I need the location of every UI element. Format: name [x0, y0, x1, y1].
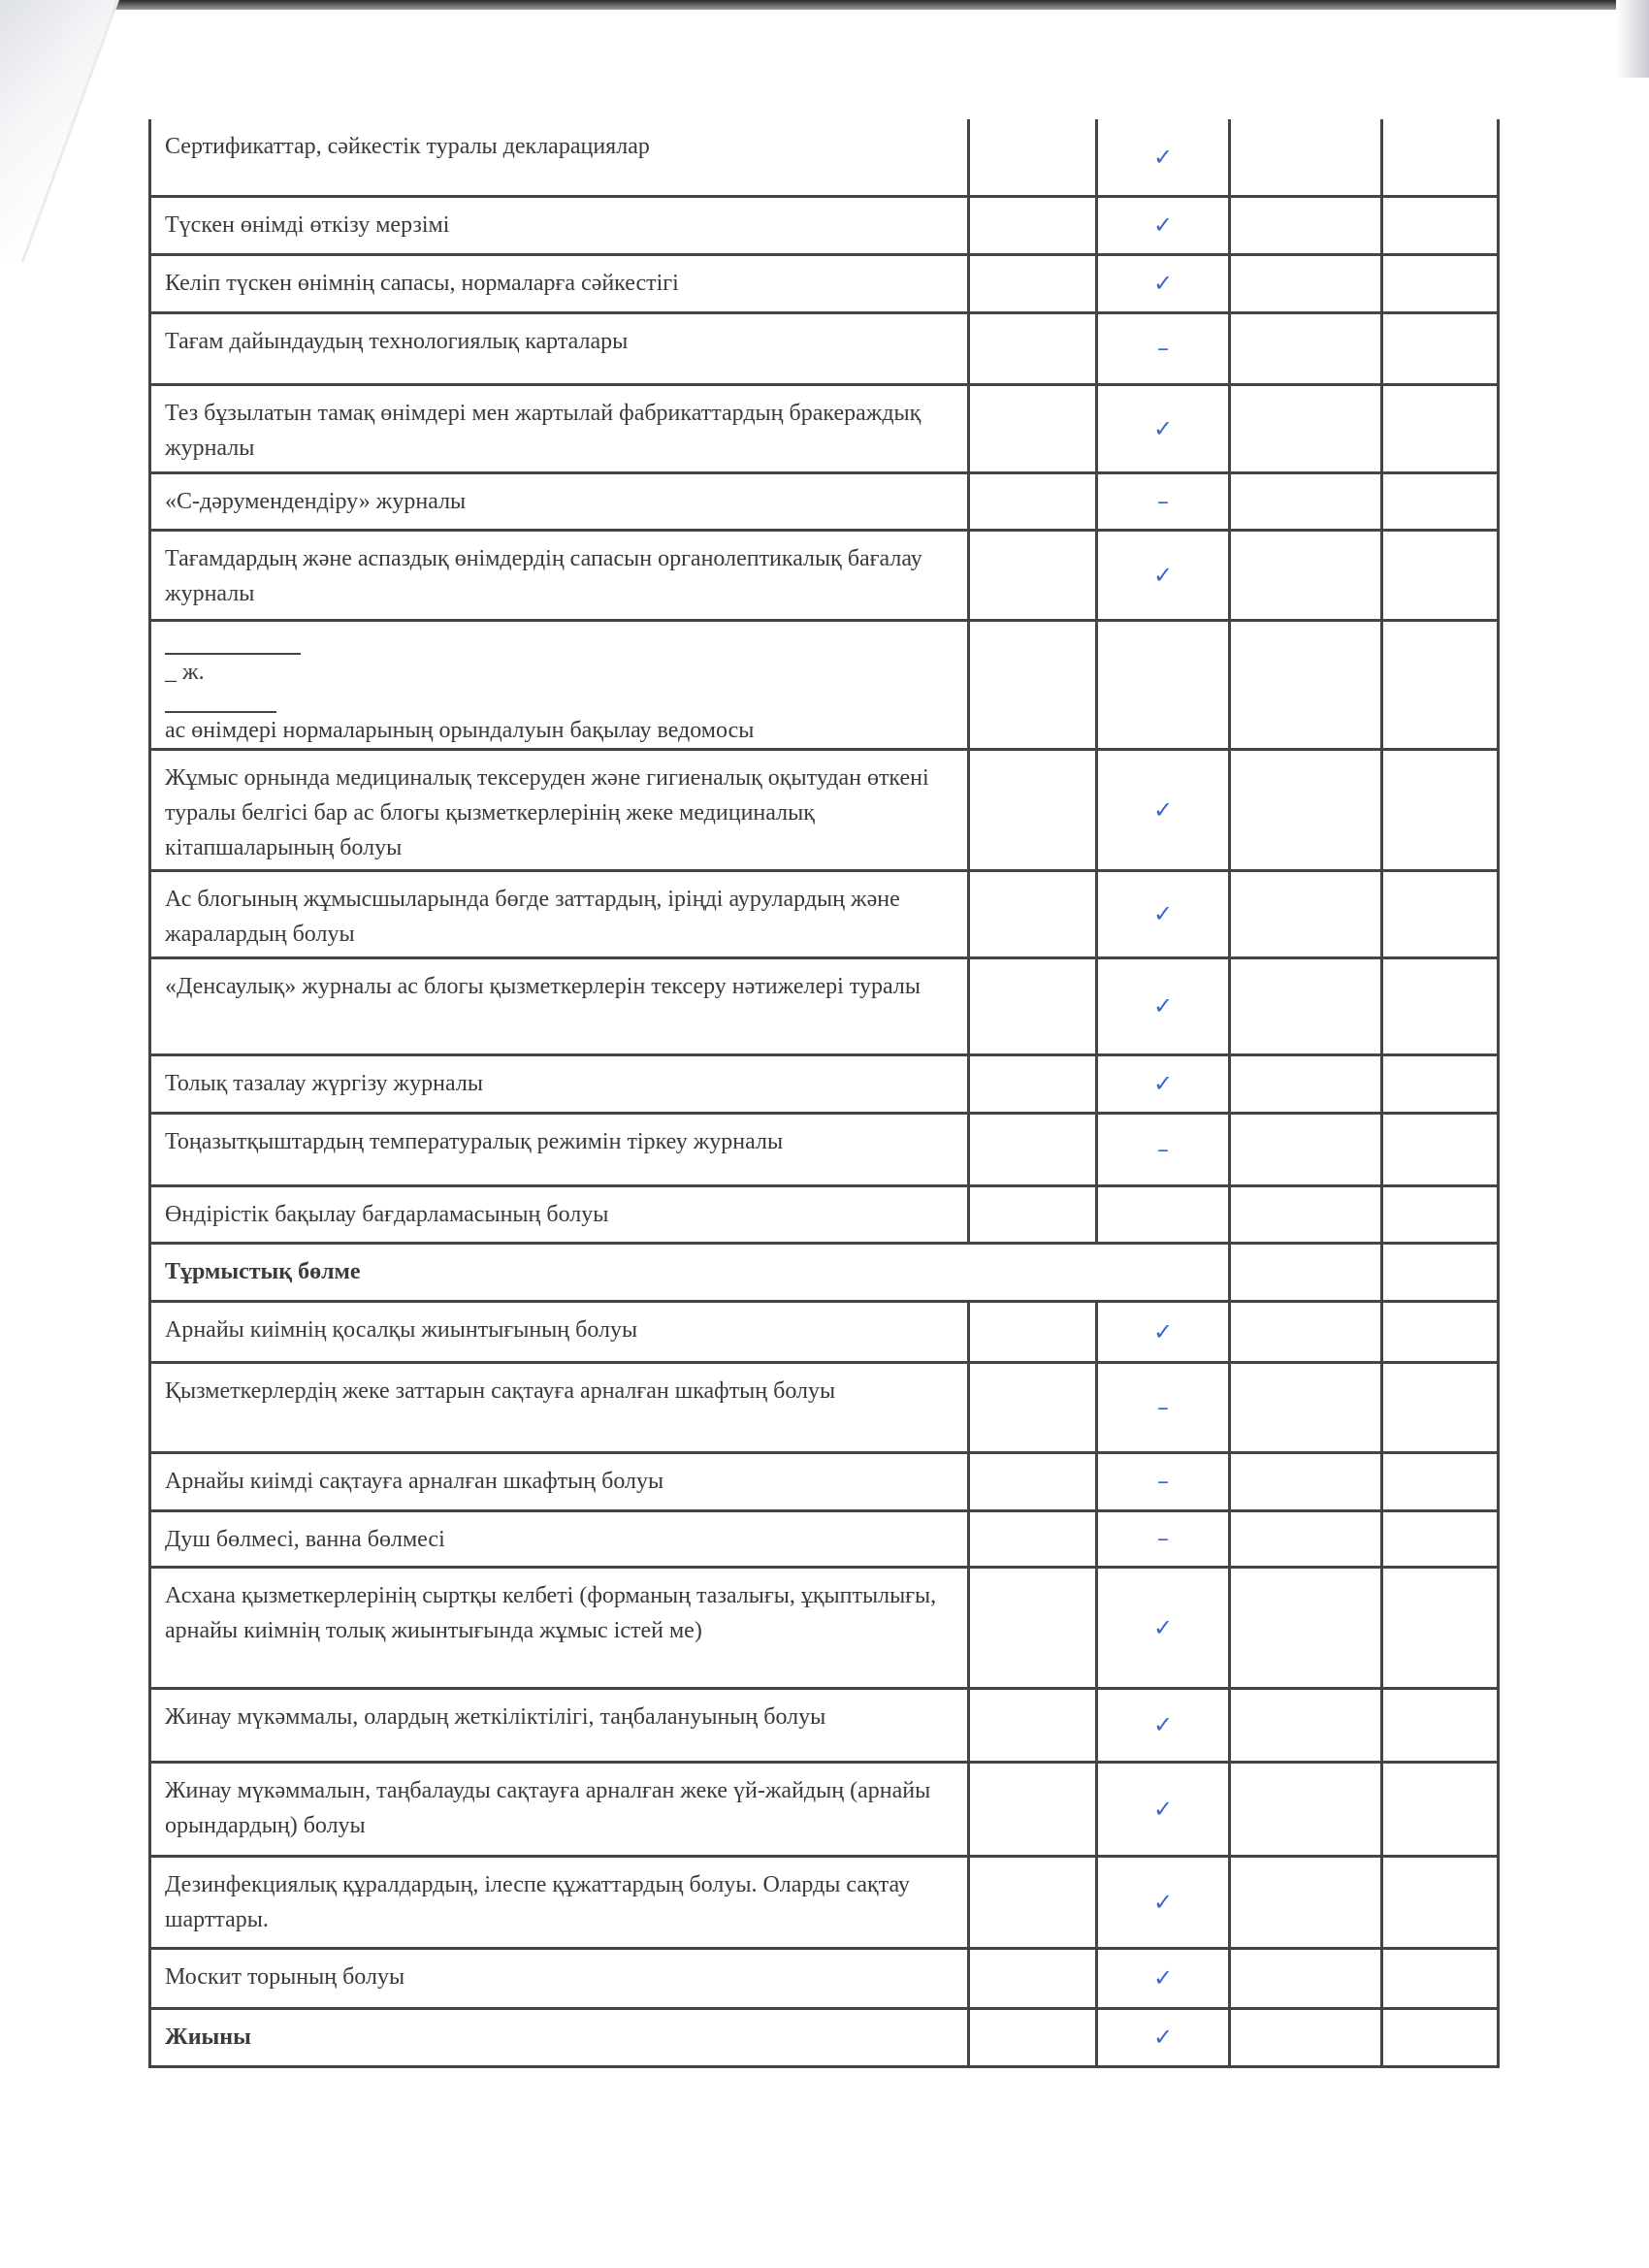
cell-col1[interactable] [969, 870, 1097, 957]
row-label-text: Өндірістік бақылау бағдарламасының болуы [165, 1201, 609, 1227]
table-row [150, 620, 1499, 749]
row-label [150, 1948, 969, 2008]
row-label-text: Душ бөлмесі, ванна бөлмесі [165, 1526, 445, 1552]
scan-right-edge [1616, 0, 1649, 78]
cell-col1[interactable] [969, 957, 1097, 1054]
section-title [150, 1243, 1230, 1301]
cell-col1[interactable] [969, 1688, 1097, 1762]
cell-check-mark[interactable]: ✓ [1097, 1301, 1230, 1362]
cell-check-mark[interactable]: ✓ [1097, 530, 1230, 620]
cell-col3[interactable] [1230, 620, 1382, 749]
table-row [150, 1452, 1499, 1510]
row-label-text: «С-дәрумендендіру» журналы [165, 488, 467, 514]
row-label [150, 870, 969, 957]
row-label-text: Қызметкерлердің жеке заттарын сақтауға арналған шкафтың болуы [165, 1377, 836, 1404]
cell-check-mark[interactable]: ✓ [1097, 1567, 1230, 1688]
cell-col4[interactable] [1382, 1688, 1499, 1762]
cell-check-mark[interactable]: ✓ [1097, 119, 1230, 196]
row-label-text: Жинау мүкәммалы, олардың жеткіліктілігі, таңбалануының болуы [165, 1703, 826, 1730]
cell-col4[interactable] [1382, 870, 1499, 957]
row-label-text: Жинау мүкәммалын, таңбалауды сақтауға арналған жеке үй-жайдың (арнайы орындардың) болуы [165, 1777, 931, 1838]
cell-col1[interactable] [969, 384, 1097, 472]
cell-col3[interactable] [1230, 196, 1382, 254]
cell-col3[interactable] [1230, 2008, 1382, 2066]
cell-check-mark[interactable]: ✓ [1097, 2008, 1230, 2066]
row-label [150, 1362, 969, 1452]
cell-col3[interactable] [1230, 472, 1382, 530]
cell-col1[interactable] [969, 1301, 1097, 1362]
cell-col4[interactable] [1382, 1510, 1499, 1567]
table-row [150, 1688, 1499, 1762]
row-label-text: Ас блогының жұмысшыларында бөгде заттардың, іріңді аурулардың және жаралардың болуы [165, 886, 900, 947]
table-row [150, 530, 1499, 620]
cell-col4[interactable] [1382, 749, 1499, 870]
cell-col4[interactable] [1382, 472, 1499, 530]
cell-col4[interactable] [1382, 1948, 1499, 2008]
table-row [150, 472, 1499, 530]
cell-col1[interactable] [969, 620, 1097, 749]
table-row [150, 1948, 1499, 2008]
table-row [150, 254, 1499, 312]
cell-check-mark[interactable]: ✓ [1097, 1762, 1230, 1856]
cell-col3[interactable] [1230, 1567, 1382, 1688]
scan-top-edge [0, 0, 1649, 10]
row-label [150, 1452, 969, 1510]
table-row [150, 196, 1499, 254]
row-label [150, 384, 969, 472]
row-label [150, 1762, 969, 1856]
cell-col3[interactable] [1230, 1243, 1382, 1301]
cell-col4[interactable] [1382, 1762, 1499, 1856]
row-label [150, 1185, 969, 1243]
row-label-text: Тоңазытқыштардың температуралық режимін тіркеу журналы [165, 1128, 784, 1154]
cell-col3[interactable] [1230, 1054, 1382, 1113]
cell-col3[interactable] [1230, 1510, 1382, 1567]
row-label-text: Арнайы киімді сақтауға арналған шкафтың болуы [165, 1468, 664, 1494]
cell-col1[interactable] [969, 312, 1097, 384]
cell-col3[interactable] [1230, 1948, 1382, 2008]
cell-col4[interactable] [1382, 1243, 1499, 1301]
total-row [150, 2008, 1499, 2066]
table-row [150, 870, 1499, 957]
row-label-text: Тез бұзылатын тамақ өнімдері мен жартылай фабрикаттардың бракераждық журналы [165, 400, 922, 461]
cell-col1[interactable] [969, 2008, 1097, 2066]
cell-col1[interactable] [969, 749, 1097, 870]
cell-col1[interactable] [969, 472, 1097, 530]
row-label [150, 1510, 969, 1567]
row-label [150, 1688, 969, 1762]
table-row [150, 1301, 1499, 1362]
cell-col4[interactable] [1382, 2008, 1499, 2066]
cell-check-mark[interactable]: ✓ [1097, 1948, 1230, 2008]
cell-col1[interactable] [969, 1452, 1097, 1510]
cell-check-mark[interactable]: ✓ [1097, 957, 1230, 1054]
cell-col1[interactable] [969, 1510, 1097, 1567]
row-label [150, 1054, 969, 1113]
total-label [150, 2008, 969, 2066]
cell-col4[interactable] [1382, 384, 1499, 472]
cell-col4[interactable] [1382, 254, 1499, 312]
table-row [150, 1185, 1499, 1243]
section-title-text: Тұрмыстық бөлме [165, 1258, 361, 1284]
row-label-text: Тағам дайындаудың технологиялық карталары [165, 328, 629, 354]
cell-col3[interactable] [1230, 254, 1382, 312]
cell-col3[interactable] [1230, 1452, 1382, 1510]
table-row [150, 1762, 1499, 1856]
cell-col3[interactable] [1230, 119, 1382, 196]
row-label-text: Москит торының болуы [165, 1963, 405, 1990]
cell-col4[interactable] [1382, 196, 1499, 254]
table-row [150, 312, 1499, 384]
cell-check-mark[interactable]: ✓ [1097, 1054, 1230, 1113]
row-label [150, 196, 969, 254]
row-label-text: ас өнімдері нормаларының орындалуын бақылау ведомосы [165, 717, 755, 743]
cell-col3[interactable] [1230, 384, 1382, 472]
cell-col1[interactable] [969, 1054, 1097, 1113]
cell-col3[interactable] [1230, 1362, 1382, 1452]
cell-col1[interactable] [969, 1762, 1097, 1856]
table-row [150, 1054, 1499, 1113]
cell-col1[interactable] [969, 1567, 1097, 1688]
table-row [150, 119, 1499, 196]
checklist-table [148, 119, 1500, 2068]
row-label [150, 620, 969, 749]
table-row [150, 1567, 1499, 1688]
row-label-text: Дезинфекциялық құралдардың, ілеспе құжаттардың болуы. Оларды сақтау шарттары. [165, 1871, 910, 1932]
cell-col4[interactable] [1382, 312, 1499, 384]
row-label-text: Арнайы киімнің қосалқы жиынтығының болуы [165, 1316, 638, 1343]
cell-empty-mark[interactable] [1097, 1185, 1230, 1243]
cell-col4[interactable] [1382, 530, 1499, 620]
table-row [150, 1510, 1499, 1567]
row-label [150, 254, 969, 312]
cell-col3[interactable] [1230, 1688, 1382, 1762]
cell-dash-mark[interactable]: – [1097, 1510, 1230, 1567]
cell-dash-mark[interactable]: – [1097, 472, 1230, 530]
row-label [150, 1856, 969, 1948]
cell-col1[interactable] [969, 530, 1097, 620]
cell-col4[interactable] [1382, 1185, 1499, 1243]
cell-col3[interactable] [1230, 957, 1382, 1054]
cell-check-mark[interactable]: ✓ [1097, 254, 1230, 312]
year-blank[interactable] [165, 632, 301, 655]
row-label [150, 749, 969, 870]
row-label-text: «Денсаулық» журналы ас блогы қызметкерлерін тексеру нәтижелері туралы [165, 973, 921, 999]
row-label [150, 1301, 969, 1362]
year-suffix: _ ж. [165, 659, 205, 685]
table-row [150, 957, 1499, 1054]
cell-dash-mark[interactable]: – [1097, 312, 1230, 384]
cell-col3[interactable] [1230, 312, 1382, 384]
table-row [150, 384, 1499, 472]
cell-col3[interactable] [1230, 1185, 1382, 1243]
total-label-text: Жиыны [165, 2024, 251, 2050]
cell-col4[interactable] [1382, 1113, 1499, 1185]
row-label-text: Сертификаттар, сәйкестік туралы декларациялар [165, 134, 650, 159]
cell-col4[interactable] [1382, 1054, 1499, 1113]
cell-col4[interactable] [1382, 1301, 1499, 1362]
row-label-text: Түскен өнімді өткізу мерзімі [165, 211, 450, 238]
cell-col1[interactable] [969, 254, 1097, 312]
document-page [0, 10, 1616, 2268]
cell-col1[interactable] [969, 1362, 1097, 1452]
row-label-text: Толық тазалау жүргізу журналы [165, 1070, 483, 1096]
row-label [150, 530, 969, 620]
cell-dash-mark[interactable]: – [1097, 1452, 1230, 1510]
cell-empty-mark[interactable] [1097, 620, 1230, 749]
cell-col3[interactable] [1230, 1301, 1382, 1362]
table-row [150, 1113, 1499, 1185]
cell-dash-mark[interactable]: – [1097, 1113, 1230, 1185]
row-label [150, 957, 969, 1054]
cell-col1[interactable] [969, 119, 1097, 196]
row-label-text: Келіп түскен өнімнің сапасы, нормаларға сәйкестігі [165, 270, 679, 296]
cell-col3[interactable] [1230, 530, 1382, 620]
cell-col1[interactable] [969, 196, 1097, 254]
cell-col1[interactable] [969, 1185, 1097, 1243]
cell-col4[interactable] [1382, 1452, 1499, 1510]
cell-col1[interactable] [969, 1113, 1097, 1185]
cell-col3[interactable] [1230, 870, 1382, 957]
cell-check-mark[interactable]: ✓ [1097, 384, 1230, 472]
cell-col3[interactable] [1230, 1762, 1382, 1856]
cell-col4[interactable] [1382, 1856, 1499, 1948]
row-label-text: Жұмыс орнында медициналық тексеруден және гигиеналық оқытудан өткені туралы белгісі бар ас блогы қызметкерлерінің жеке медициналық кітапшаларының болуы [165, 764, 929, 860]
row-label [150, 119, 969, 196]
type-blank[interactable] [165, 690, 276, 713]
cell-check-mark[interactable]: ✓ [1097, 1688, 1230, 1762]
cell-check-mark[interactable]: ✓ [1097, 749, 1230, 870]
row-label [150, 1113, 969, 1185]
cell-col4[interactable] [1382, 119, 1499, 196]
cell-col1[interactable] [969, 1856, 1097, 1948]
cell-col3[interactable] [1230, 1856, 1382, 1948]
table-row [150, 749, 1499, 870]
cell-col4[interactable] [1382, 620, 1499, 749]
row-label [150, 1567, 969, 1688]
row-label-text: Асхана қызметкерлерінің сыртқы келбеті (форманың тазалығы, ұқыптылығы, арнайы киімнің толық жиынтығында жұмыс істей ме) [165, 1582, 937, 1643]
row-label [150, 472, 969, 530]
cell-check-mark[interactable]: ✓ [1097, 196, 1230, 254]
cell-col3[interactable] [1230, 1113, 1382, 1185]
section-row [150, 1243, 1499, 1301]
row-label [150, 312, 969, 384]
cell-col4[interactable] [1382, 1362, 1499, 1452]
row-label-text: Тағамдардың және аспаздық өнімдердің сапасын органолептикалық бағалау журналы [165, 545, 922, 606]
cell-check-mark[interactable]: ✓ [1097, 1856, 1230, 1948]
cell-col4[interactable] [1382, 957, 1499, 1054]
cell-dash-mark[interactable]: – [1097, 1362, 1230, 1452]
table-row [150, 1362, 1499, 1452]
cell-check-mark[interactable]: ✓ [1097, 870, 1230, 957]
table-row [150, 1856, 1499, 1948]
cell-col1[interactable] [969, 1948, 1097, 2008]
cell-col4[interactable] [1382, 1567, 1499, 1688]
cell-col3[interactable] [1230, 749, 1382, 870]
